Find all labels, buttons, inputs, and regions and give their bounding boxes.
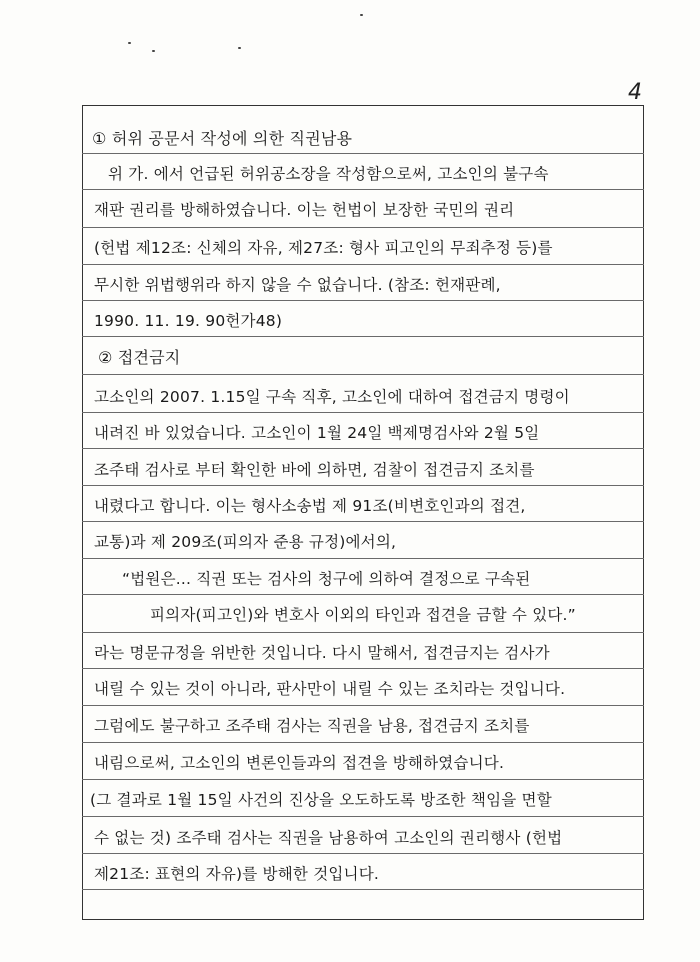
ruled-line bbox=[82, 300, 644, 301]
page-number: 4 bbox=[628, 80, 642, 105]
ruled-line bbox=[82, 227, 644, 228]
text-line: 내릴 수 있는 것이 아니라, 판사만이 내릴 수 있는 조치라는 것입니다. bbox=[94, 680, 566, 698]
text-line: 재판 권리를 방해하였습니다. 이는 헌법이 보장한 국민의 권리 bbox=[94, 201, 515, 219]
text-line: 내렸다고 합니다. 이는 형사소송법 제 91조(비변호인과의 접견, bbox=[94, 497, 526, 515]
scan-speck bbox=[238, 47, 241, 49]
text-line: 무시한 위법행위라 하지 않을 수 없습니다. (참조: 헌재판례, bbox=[94, 276, 501, 294]
text-line: 위 가. 에서 언급된 허위공소장을 작성함으로써, 고소인의 불구속 bbox=[108, 165, 549, 183]
ruled-line bbox=[82, 485, 644, 486]
text-line: (헌법 제12조: 신체의 자유, 제27조: 형사 피고인의 무죄추정 등)를 bbox=[94, 239, 553, 257]
text-line: 그럼에도 불구하고 조주태 검사는 직권을 남용, 접견금지 조치를 bbox=[94, 717, 530, 735]
text-line: 라는 명문규정을 위반한 것입니다. 다시 말해서, 접견금지는 검사가 bbox=[94, 644, 550, 662]
ruled-line bbox=[82, 632, 644, 633]
text-line: 고소인의 2007. 1.15일 구속 직후, 고소인에 대하여 접견금지 명령이 bbox=[94, 388, 570, 406]
ruled-line bbox=[82, 448, 644, 449]
ruled-line bbox=[82, 153, 644, 154]
scan-speck bbox=[360, 14, 363, 16]
text-line: 내려진 바 있었습니다. 고소인이 1월 24일 백제명검사와 2월 5일 bbox=[94, 424, 540, 442]
text-line: (그 결과로 1월 15일 사건의 진상을 오도하도록 방조한 책임을 면할 bbox=[90, 791, 552, 809]
ruled-line bbox=[82, 412, 644, 413]
ruled-line bbox=[82, 558, 644, 559]
ruled-line bbox=[82, 668, 644, 669]
ruled-line bbox=[82, 336, 644, 337]
section-heading: ① 허위 공문서 작성에 의한 직권남용 bbox=[92, 129, 353, 148]
text-line: “법원은... 직권 또는 검사의 청구에 의하여 결정으로 구속된 bbox=[122, 570, 531, 588]
text-line: 1990. 11. 19. 90헌가48) bbox=[94, 312, 283, 330]
ruled-line bbox=[82, 264, 644, 265]
ruled-line bbox=[82, 374, 644, 375]
ruled-line bbox=[82, 594, 644, 595]
ruled-line bbox=[82, 189, 644, 190]
ruled-line bbox=[82, 779, 644, 780]
text-line: 내림으로써, 고소인의 변론인들과의 접견을 방해하였습니다. bbox=[94, 754, 505, 772]
scan-speck bbox=[128, 42, 131, 44]
text-line: 수 없는 것) 조주태 검사는 직권을 남용하여 고소인의 권리행사 (헌법 bbox=[94, 829, 563, 847]
text-line: 제21조: 표현의 자유)를 방해한 것입니다. bbox=[94, 865, 380, 883]
ruled-line bbox=[82, 705, 644, 706]
text-line: 조주태 검사로 부터 확인한 바에 의하면, 검찰이 접견금지 조치를 bbox=[94, 461, 535, 479]
ruled-line bbox=[82, 816, 644, 817]
ruled-line bbox=[82, 742, 644, 743]
text-line: 교통)과 제 209조(피의자 준용 규정)에서의, bbox=[94, 533, 397, 551]
ruled-line bbox=[82, 853, 644, 854]
text-line: 피의자(피고인)와 변호사 이외의 타인과 접견을 금할 수 있다.” bbox=[150, 606, 576, 624]
section-heading: ② 접견금지 bbox=[98, 348, 181, 367]
ruled-line bbox=[82, 521, 644, 522]
ruled-line bbox=[82, 889, 644, 890]
scan-speck bbox=[152, 50, 155, 52]
